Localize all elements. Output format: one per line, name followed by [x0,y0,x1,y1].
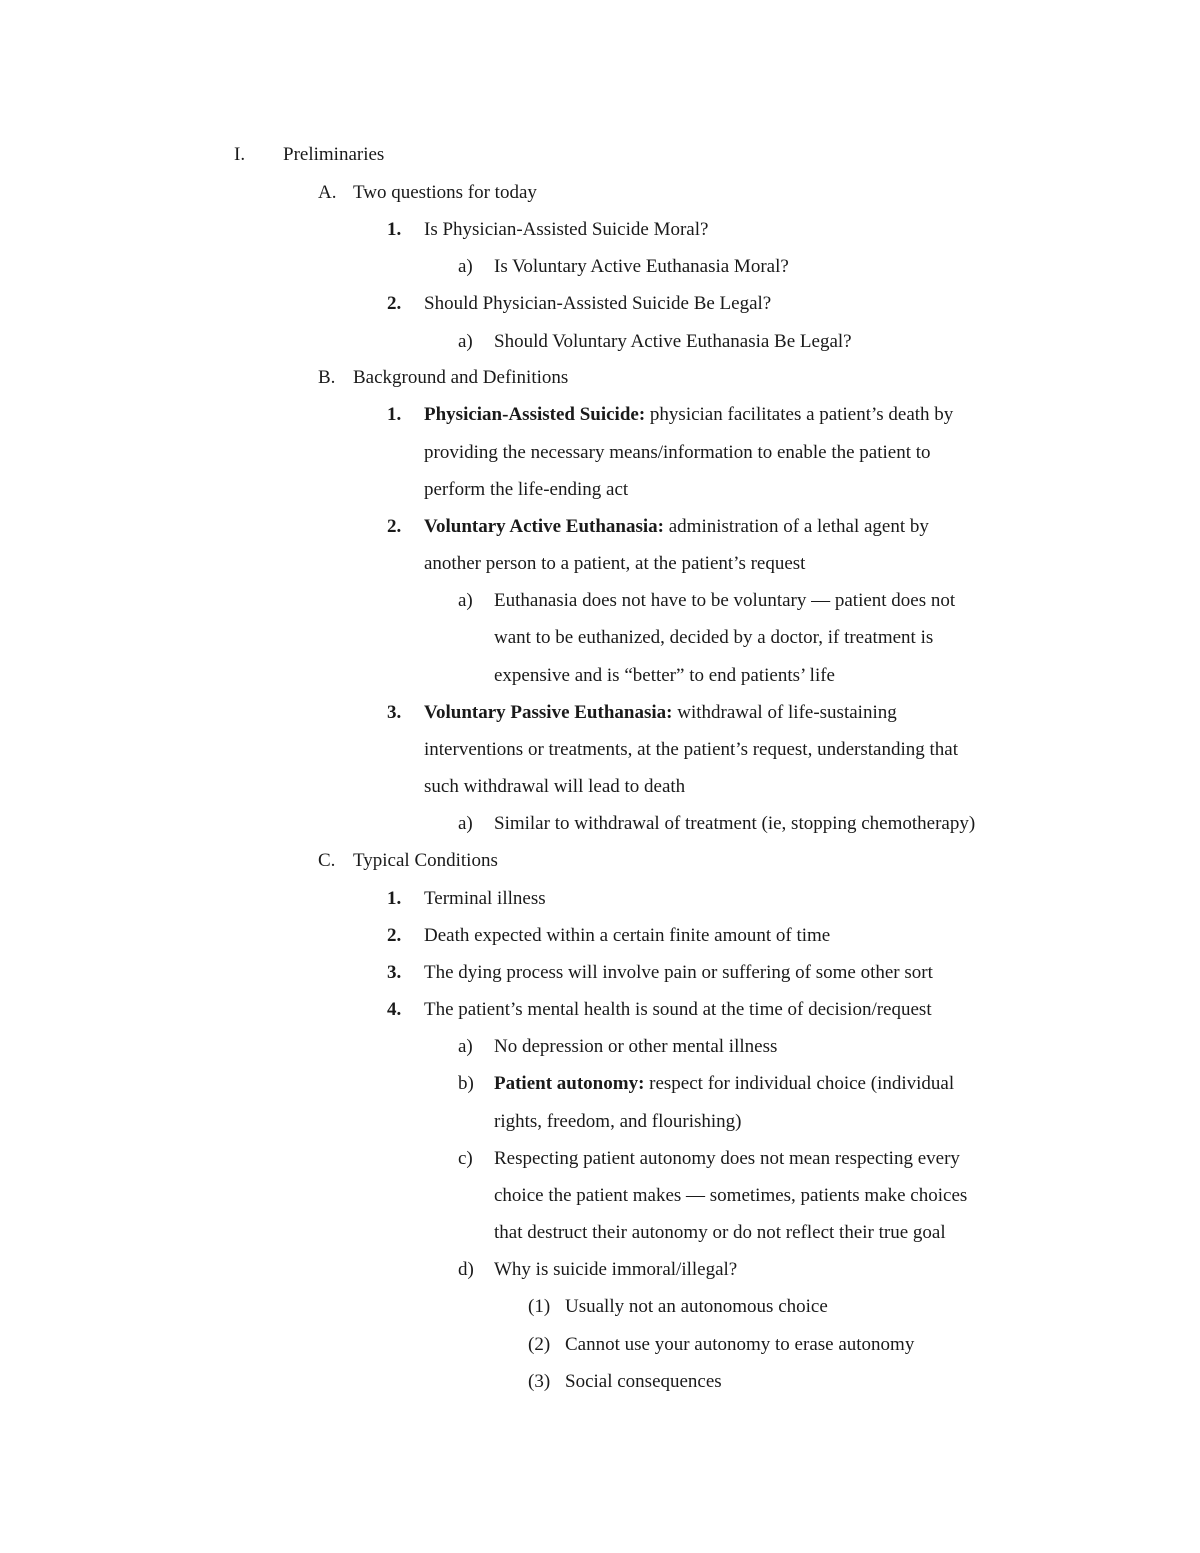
list-item: expensive and is “better” to end patients’ life [494,665,835,686]
outline-marker-paren: (1) [528,1296,551,1317]
definition-line [424,701,897,725]
outline-marker-sub: d) [458,1259,474,1280]
list-item: that destruct their autonomy or do not reflect their true goal [494,1222,946,1243]
outline-marker-sub: a) [458,331,473,352]
outline-marker-number: 3. [387,962,402,983]
definition-text: perform the life-ending act [424,479,629,500]
outline-marker-paren: (2) [528,1334,551,1355]
outline-marker-number: 4. [387,999,402,1020]
definition-text: rights, freedom, and flourishing) [494,1111,742,1132]
definition-text: such withdrawal will lead to death [424,776,686,797]
outline-heading-a: Two questions for today [353,182,537,203]
list-item: Usually not an autonomous choice [565,1296,828,1317]
definition-line [494,1072,954,1096]
list-item: Euthanasia does not have to be voluntary — patient does not [494,590,956,611]
list-item: The dying process will involve pain or suffering of some other sort [424,962,933,983]
definition-term: Physician-Assisted Suicide: [424,404,646,425]
definition-line [424,403,953,427]
list-item: Similar to withdrawal of treatment (ie, stopping chemotherapy) [494,813,976,834]
definition-text: interventions or treatments, at the patient’s request, understanding that [424,739,958,760]
outline-marker-number: 1. [387,888,402,909]
outline-marker-sub: b) [458,1073,474,1094]
outline-marker-number: 2. [387,925,402,946]
list-item: Is Voluntary Active Euthanasia Moral? [494,256,789,277]
definition-text: withdrawal of life-sustaining [672,702,897,723]
outline-marker-paren: (3) [528,1371,551,1392]
outline-marker-sub: a) [458,590,473,611]
list-item: Should Voluntary Active Euthanasia Be Legal? [494,331,852,352]
definition-term: Voluntary Passive Euthanasia: [424,702,673,723]
outline-marker-sub: a) [458,1036,473,1057]
definition-text: respect for individual choice (individual [644,1073,955,1094]
definition-term: Voluntary Active Euthanasia: [424,516,664,537]
list-item: Social consequences [565,1371,722,1392]
list-item: Respecting patient autonomy does not mean respecting every [494,1148,960,1169]
outline-heading-b: Background and Definitions [353,367,569,388]
list-item: The patient’s mental health is sound at the time of decision/request [424,999,932,1020]
outline-marker-sub: a) [458,256,473,277]
outline-marker-number: 3. [387,702,402,723]
outline-marker-number: 1. [387,404,402,425]
outline-marker-number: 2. [387,293,402,314]
outline-marker-number: 1. [387,219,402,240]
list-item: Why is suicide immoral/illegal? [494,1259,738,1280]
outline-heading-c: Typical Conditions [353,850,498,871]
section-title: Preliminaries [283,144,385,165]
list-item: Is Physician-Assisted Suicide Moral? [424,219,709,240]
outline-marker-sub: a) [458,813,473,834]
definition-text: physician facilitates a patient’s death by [645,404,954,425]
outline-marker-sub: c) [458,1148,473,1169]
list-item: Death expected within a certain finite amount of time [424,925,831,946]
outline-marker-letter: B. [318,367,336,388]
definition-text: another person to a patient, at the patient’s request [424,553,806,574]
list-item: want to be euthanized, decided by a doctor, if treatment is [494,627,934,648]
outline-marker-letter: C. [318,850,336,871]
outline-marker-letter: A. [318,182,337,203]
list-item: Should Physician-Assisted Suicide Be Legal? [424,293,772,314]
definition-line [424,515,929,539]
list-item: No depression or other mental illness [494,1036,778,1057]
definition-term: Patient autonomy: [494,1073,645,1094]
list-item: Terminal illness [424,888,546,909]
definition-text: providing the necessary means/information to enable the patient to [424,442,931,463]
outline-marker-roman: I. [234,144,246,165]
list-item: choice the patient makes — sometimes, patients make choices [494,1185,968,1206]
definition-text: administration of a lethal agent by [664,516,929,537]
outline-marker-number: 2. [387,516,402,537]
list-item: Cannot use your autonomy to erase autonomy [565,1334,915,1355]
